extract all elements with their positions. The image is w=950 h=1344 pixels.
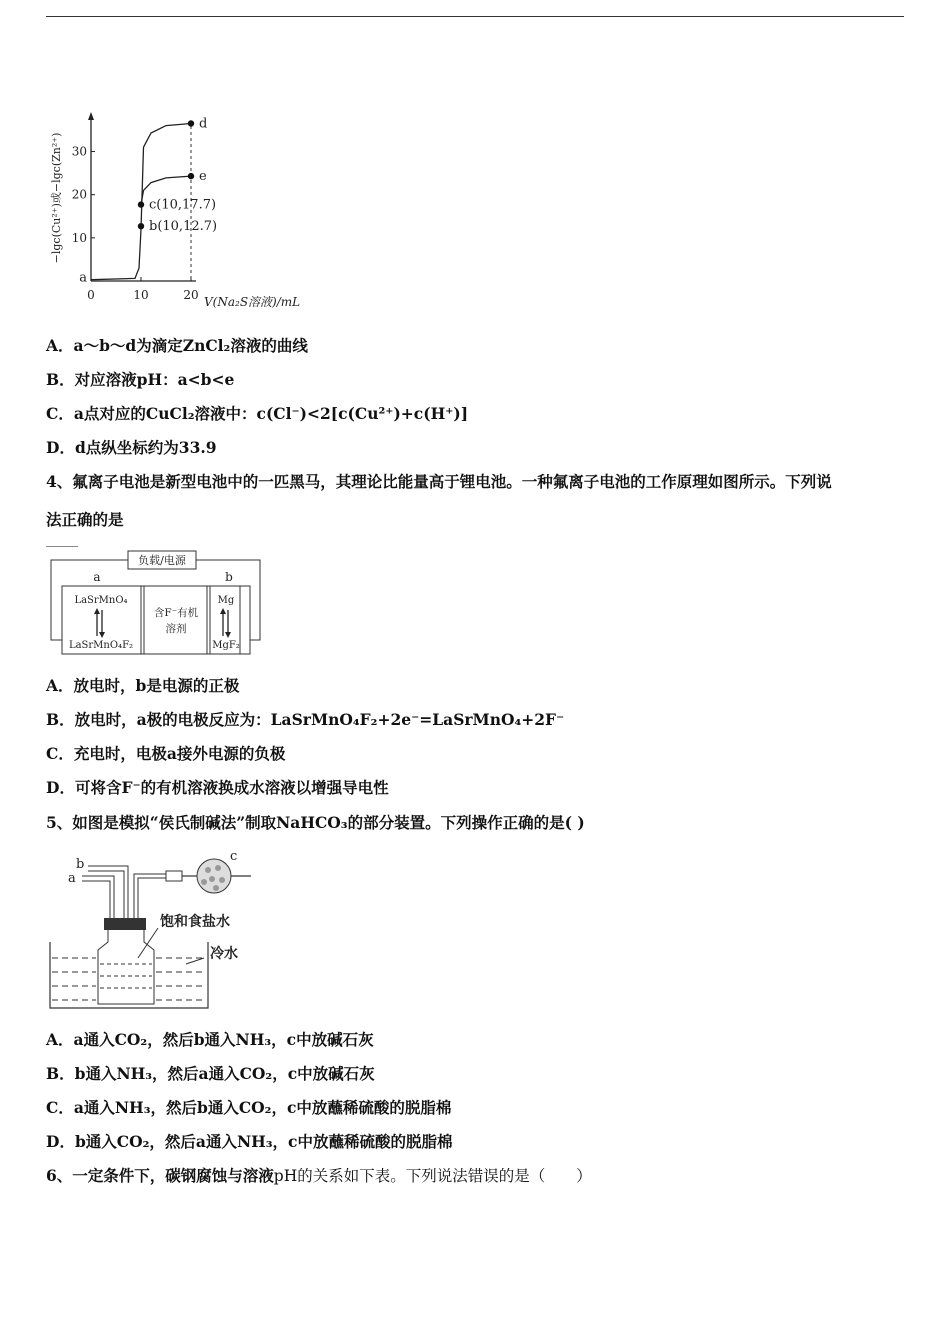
- left-bottom-label: LaSrMnO₄F₂: [68, 640, 134, 651]
- q4-option-b[interactable]: B．放电时，a极的电极反应为：LaSrMnO₄F₂+2e⁻=LaSrMnO₄+2F⁻: [46, 710, 565, 729]
- electrolyte-line1: 含F⁻有机: [153, 607, 199, 619]
- point-label-e: e: [199, 169, 207, 185]
- x-axis-label: V(Na₂S溶液)/mL: [204, 295, 301, 309]
- figure-divider: [46, 546, 78, 547]
- electrolyte-line2: 溶剂: [165, 623, 187, 635]
- q5-option-b[interactable]: B．b通入NH₃，然后a通入CO₂，c中放碱石灰: [46, 1064, 375, 1083]
- load-power-label: 负载/电源: [138, 554, 186, 567]
- y-tick-label-1: 20: [71, 187, 87, 202]
- y-tick-label-0: 10: [71, 230, 87, 245]
- x-tick-label-1: 10: [133, 288, 149, 302]
- q5-option-a[interactable]: A．a通入CO₂，然后b通入NH₃，c中放碱石灰: [46, 1030, 374, 1049]
- y-axis-label: −lgc(Cu²⁺)或−lgc(Zn²⁺): [50, 132, 63, 264]
- right-top-label: Mg: [217, 595, 235, 606]
- battery-diagram: [46, 548, 266, 660]
- q4-stem-line2: 法正确的是: [46, 510, 124, 529]
- q3-option-a[interactable]: A．a～b～d为滴定ZnCl₂溶液的曲线: [46, 336, 308, 355]
- point-e: [188, 173, 194, 179]
- q5-option-d[interactable]: D．b通入CO₂，然后a通入NH₃，c中放蘸稀硫酸的脱脂棉: [46, 1132, 453, 1151]
- point-c: [138, 201, 144, 207]
- point-b: [138, 223, 144, 229]
- titration-chart: [44, 110, 344, 315]
- right-bottom-label: MgF₂: [212, 640, 240, 651]
- y-axis-arrow: [88, 112, 94, 120]
- q4-option-a[interactable]: A．放电时，b是电源的正极: [46, 676, 240, 695]
- x-tick-label-0: 0: [87, 288, 95, 302]
- point-label-d: d: [199, 116, 208, 132]
- q5-option-c[interactable]: C．a通入NH₃，然后b通入CO₂，c中放蘸稀硫酸的脱脂棉: [46, 1098, 452, 1117]
- q4-option-d[interactable]: D．可将含F⁻的有机溶液换成水溶液以增强导电性: [46, 778, 389, 797]
- q3-option-c[interactable]: C．a点对应的CuCl₂溶液中：c(Cl⁻)<2[c(Cu²⁺)+c(H⁺)]: [46, 404, 469, 423]
- electrode-a-label: a: [93, 570, 101, 584]
- left-top-label: LaSrMnO₄: [74, 595, 128, 606]
- tube-c-label: c: [230, 849, 238, 864]
- point-label-c: c(10,17.7): [149, 197, 217, 213]
- apparatus-diagram: [46, 846, 266, 1014]
- q3-option-b[interactable]: B．对应溶液pH：a<b<e: [46, 370, 235, 389]
- q4-option-c[interactable]: C．充电时，电极a接外电源的负极: [46, 744, 286, 763]
- q4-stem-line1: 4、氟离子电池是新型电池中的一匹黑马，其理论比能量高于锂电池。一种氟离子电池的工作原理如图所示。下列说: [46, 472, 832, 491]
- x-tick-label-2: 20: [183, 288, 199, 302]
- tube-b-label: b: [76, 857, 85, 872]
- brine-label: 饱和食盐水: [160, 914, 230, 930]
- q6-stem: 6、一定条件下，碳钢腐蚀与溶液pH的关系如下表。下列说法错误的是（ ）: [46, 1166, 592, 1185]
- q5-stem: 5、如图是模拟“侯氏制碱法”制取NaHCO₃的部分装置。下列操作正确的是( ): [46, 813, 585, 832]
- tube-a-label: a: [68, 871, 76, 886]
- cold-water-label: 冷水: [210, 946, 238, 962]
- header-rule: [46, 16, 904, 17]
- electrode-b-label: b: [225, 570, 233, 584]
- y-tick-label-2: 30: [71, 144, 87, 159]
- point-label-b: b(10,12.7): [149, 219, 218, 235]
- point-d: [188, 120, 194, 126]
- point-label-a: a: [79, 270, 87, 286]
- q3-option-d[interactable]: D．d点纵坐标约为33.9: [46, 438, 217, 457]
